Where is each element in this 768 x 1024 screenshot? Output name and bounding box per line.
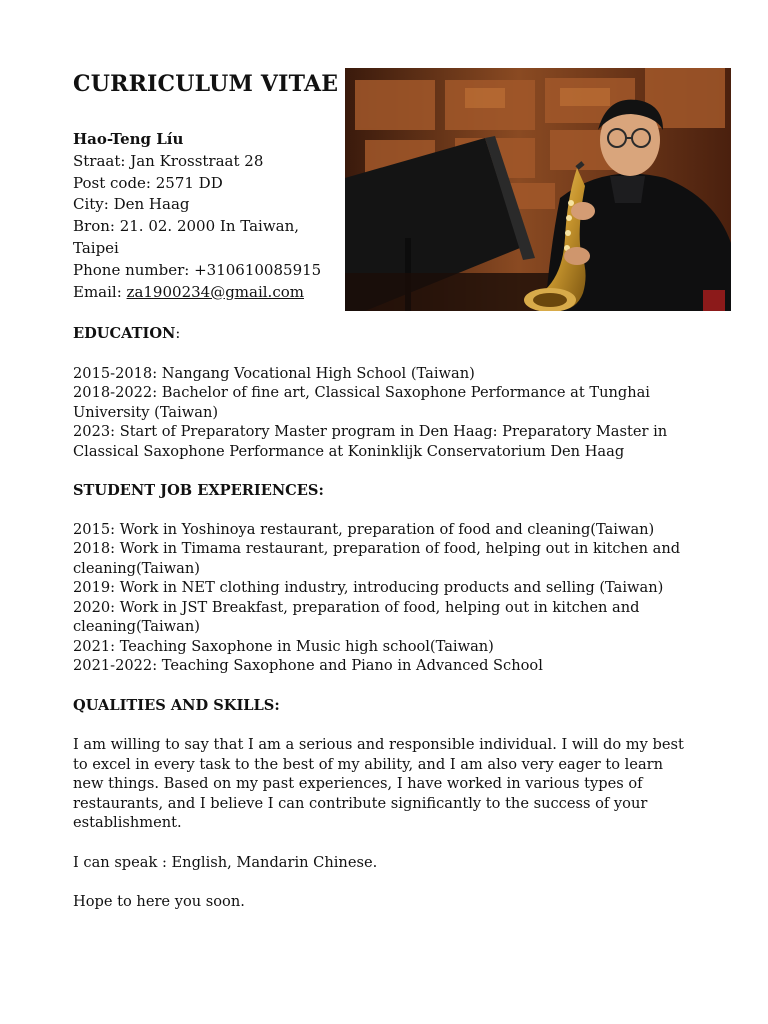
education-heading: EDUCATION:	[73, 325, 181, 342]
birth-info-line-2: Taipei	[73, 238, 119, 257]
jobs-heading: STUDENT JOB EXPERIENCES:	[73, 482, 324, 499]
skills-heading: QUALITIES AND SKILLS:	[73, 696, 280, 714]
education-item: 2023: Start of Preparatory Master program in Den Haag: Preparatory Master in Classical Saxophone Performance at Koninklijk Conservatorium Den Haag	[73, 423, 668, 460]
email-line	[73, 282, 333, 304]
education-item: 2018-2022: Bachelor of fine art, Classical Saxophone Performance at Tunghai University (Taiwan)	[73, 384, 650, 421]
skills-paragraph: I am willing to say that I am a serious and responsible individual. I will do my best to excel in every task to the best of my ability, and I am also very eager to learn new things. Based on my past experiences, I have worked in various types of restaurants, and I believe I can contribute significantly to the success of your establishment.	[73, 736, 684, 831]
postal-code: Post code: 2571 DD	[73, 173, 223, 192]
job-item: 2015: Work in Yoshinoya restaurant, preparation of food and cleaning(Taiwan)	[73, 520, 655, 538]
job-item: 2021: Teaching Saxophone in Music high school(Taiwan)	[73, 637, 494, 655]
birth-info-line-1: Bron: 21. 02. 2000 In Taiwan,	[73, 217, 300, 236]
languages-line: I can speak : English, Mandarin Chinese.	[73, 853, 378, 871]
contact-block	[73, 129, 333, 303]
cv-body	[73, 324, 698, 912]
job-item: 2021-2022: Teaching Saxophone and Piano in Advanced School	[73, 657, 543, 674]
city: City: Den Haag	[73, 195, 190, 214]
job-item: 2020: Work in JST Breakfast, preparation of food, helping out in kitchen and cleaning(Taiwan)	[73, 598, 640, 635]
job-item: 2019: Work in NET clothing industry, introducing products and selling (Taiwan)	[73, 579, 664, 596]
document-title: CURRICULUM VITAE	[73, 71, 339, 97]
street-address: Straat: Jan Krosstraat 28	[73, 151, 264, 170]
phone-number: Phone number: +310610085915	[73, 260, 322, 279]
email-link[interactable]: za1900234@gmail.com	[126, 282, 304, 301]
education-item: 2015-2018: Nangang Vocational High School (Taiwan)	[73, 364, 475, 382]
profile-photo	[345, 68, 731, 311]
email-label: Email:	[73, 282, 127, 301]
job-item: 2018: Work in Timama restaurant, preparation of food, helping out in kitchen and cleaning(Taiwan)	[73, 540, 681, 577]
closing-line: Hope to here you soon.	[73, 893, 245, 910]
applicant-name: Hao-Teng Líu	[73, 130, 184, 148]
